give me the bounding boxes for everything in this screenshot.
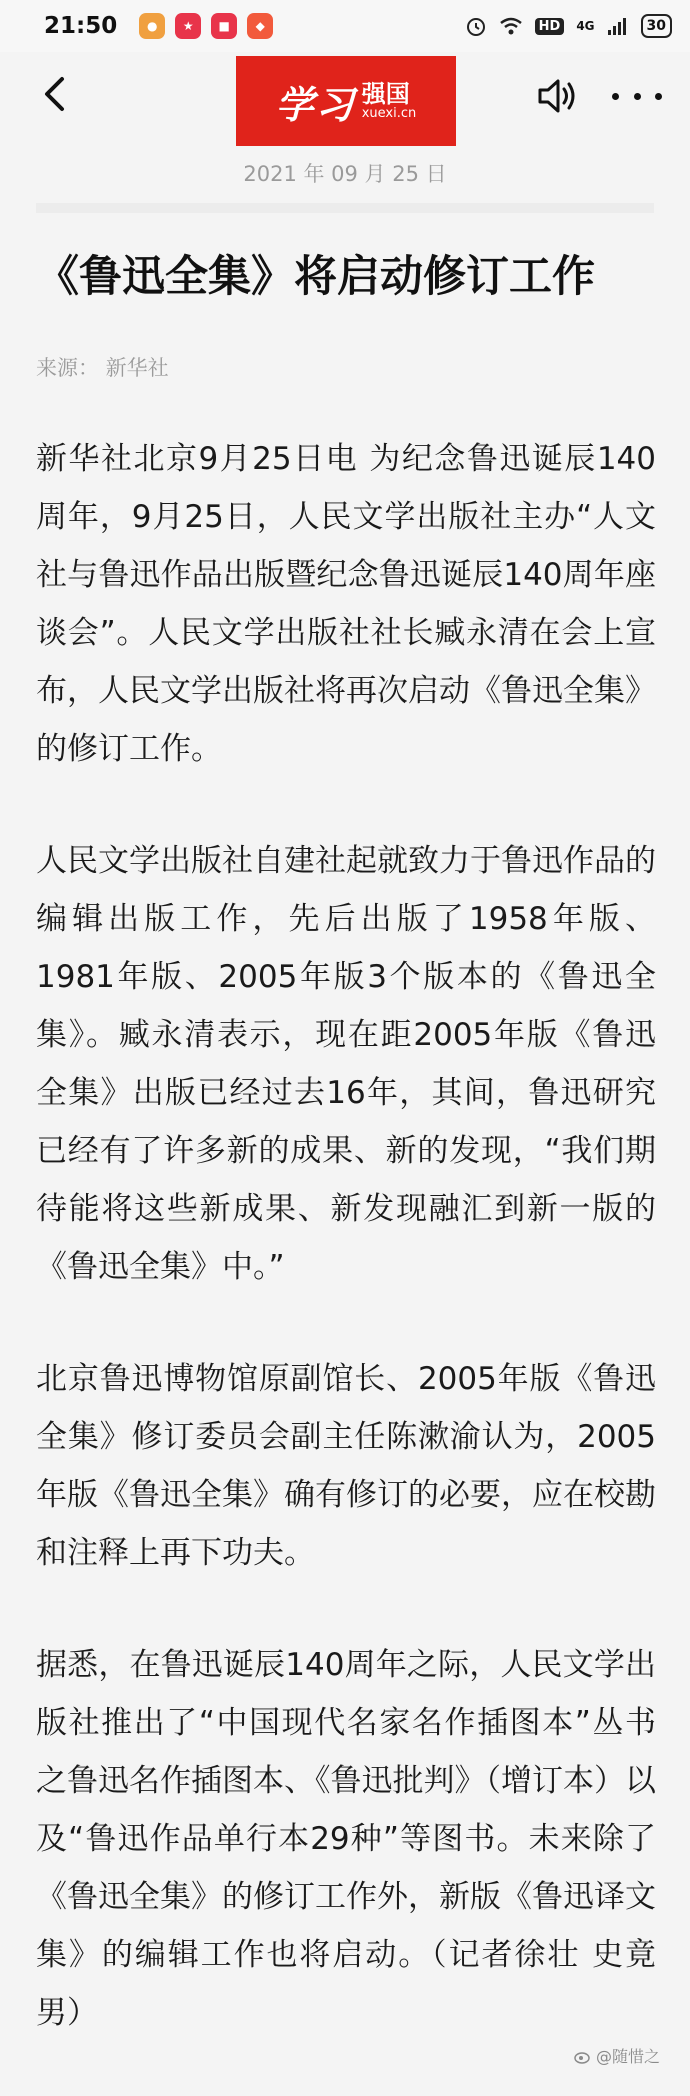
signal-icon — [607, 16, 629, 36]
more-dot-icon — [655, 93, 662, 100]
more-dot-icon — [612, 93, 619, 100]
watermark-text: @随惜之 — [596, 2047, 661, 2066]
logo-cn-text: 强国 — [361, 80, 410, 108]
weibo-watermark — [574, 2044, 660, 2067]
more-options-button[interactable] — [612, 76, 662, 116]
article-paragraph: 人民文学出版社自建社起就致力于鲁迅作品的编辑出版工作，先后出版了1958年版、1981年版、2005年版3个版本的《鲁迅全集》。臧永清表示，现在距2005年版《鲁迅全集》出版已经过去16年，其间，鲁迅研究已经有了许多新的成果、新的发现，“我们期待能将这些新成果、新发现融汇到新一版的《鲁迅全集》中。” — [36, 843, 656, 1285]
status-time: 21:50 — [44, 13, 118, 39]
logo-main-text: 学习 — [275, 81, 356, 127]
back-button[interactable] — [34, 74, 74, 114]
status-bar — [0, 0, 690, 52]
article-body — [36, 430, 656, 2096]
alarm-icon — [465, 15, 487, 37]
app-icon: ★ — [175, 13, 201, 39]
xuexi-logo — [236, 56, 456, 146]
speaker-icon — [536, 76, 580, 116]
article-paragraph: 据悉，在鲁迅诞辰140周年之际，人民文学出版社推出了“中国现代名家名作插图本”丛书之鲁迅名作插图本、《鲁迅批判》（增订本）以及“鲁迅作品单行本29种”等图书。未来除了《鲁迅全集》的修订工作外，新版《鲁迅译文集》的编辑工作也将启动。（记者徐壮 史竟男） — [36, 1647, 656, 2031]
weibo-icon — [574, 2048, 592, 2064]
article-paragraph: 北京鲁迅博物馆原副馆长、2005年版《鲁迅全集》修订委员会副主任陈漱渝认为，2005年版《鲁迅全集》确有修订的必要，应在校勘和注释上再下功夫。 — [36, 1361, 656, 1571]
article-date: 2021 年 09 月 25 日 — [243, 162, 447, 186]
app-icon: ■ — [211, 13, 237, 39]
header-divider — [36, 203, 654, 213]
wifi-icon — [499, 16, 523, 36]
article-paragraph: 新华社北京9月25日电 为纪念鲁迅诞辰140周年，9月25日，人民文学出版社主办“人文社与鲁迅作品出版暨纪念鲁迅诞辰140周年座谈会”。人民文学出版社社长臧永清在会上宣布，人民文学出版社将再次启动《鲁迅全集》的修订工作。 — [36, 441, 656, 767]
network-label: 4G — [576, 19, 595, 33]
nav-bar — [0, 52, 690, 147]
battery-indicator: 30 — [641, 14, 672, 38]
hd-badge: HD — [535, 18, 565, 35]
app-icon: ◆ — [247, 13, 273, 39]
status-indicators — [465, 14, 672, 38]
chevron-left-icon — [42, 76, 66, 112]
app-icon: ● — [139, 13, 165, 39]
article-title: 《鲁迅全集》将启动修订工作 — [36, 252, 595, 302]
article-source: 来源： 新华社 — [36, 356, 169, 380]
logo-url-text: xuexi.cn — [361, 106, 417, 121]
read-aloud-button[interactable] — [536, 76, 580, 116]
more-dot-icon — [634, 93, 641, 100]
